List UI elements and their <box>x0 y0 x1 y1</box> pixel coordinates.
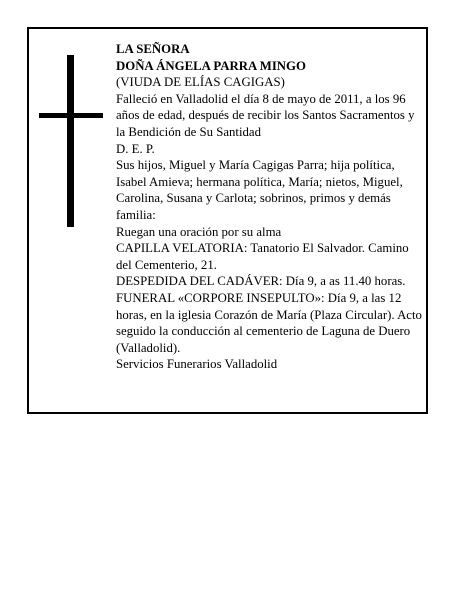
cross-icon <box>39 55 103 227</box>
deceased-name: DOÑA ÁNGELA PARRA MINGO <box>116 58 306 73</box>
cross-horizontal-bar <box>39 113 103 118</box>
funeral-services: Servicios Funerarios Valladolid <box>116 357 278 372</box>
obituary-text <box>116 41 424 373</box>
rip-line: D. E. P. <box>116 141 155 156</box>
cross-vertical-bar <box>67 55 74 227</box>
prayer-request: Ruegan una oración por su alma <box>116 224 282 239</box>
chapel-info: CAPILLA VELATORIA: Tanatorio El Salvador. Camino del Cementerio, 21. <box>116 241 409 272</box>
title-line: LA SEÑORA <box>116 42 190 56</box>
death-info: Falleció en Valladolid el día 8 de mayo de 2011, a los 96 años de edad, después de recibir los Santos Sacramentos y la Bendición de Su Santidad <box>116 91 415 139</box>
widow-of: (VIUDA DE ELÍAS CAGIGAS) <box>116 75 285 90</box>
family-list: Sus hijos, Miguel y María Cagigas Parra; hija política, Isabel Amieva; hermana política, María; nietos, Miguel, Carolina, Susana y Carlota; sobrinos, primos y demás familia: <box>116 158 403 222</box>
obituary-notice <box>27 27 428 414</box>
farewell-info: DESPEDIDA DEL CADÁVER: Día 9, a as 11.40 horas. <box>116 274 406 289</box>
funeral-info: FUNERAL «CORPORE INSEPULTO»: Día 9, a las 12 horas, en la iglesia Corazón de María (Plaza Circular). Acto seguido la conducción al cementerio de Laguna de Duero (Valladolid). <box>116 290 422 355</box>
